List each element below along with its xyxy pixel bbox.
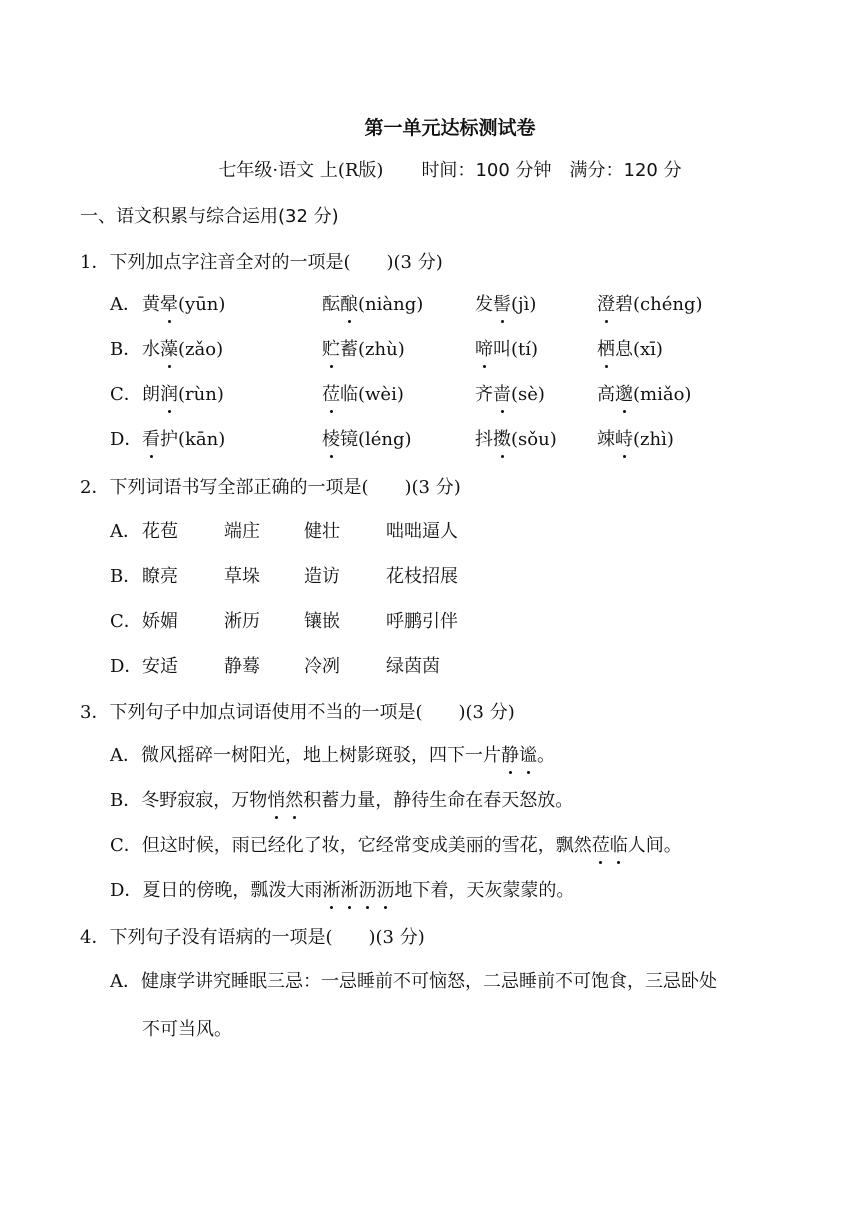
word-item: 静蓦	[224, 656, 260, 677]
dotted-character: 看	[142, 427, 160, 453]
word-item: 造访	[304, 566, 340, 587]
pinyin-item: 酝酿(niàng)	[322, 292, 423, 318]
dotted-phrase: 静谧	[501, 745, 537, 766]
word-item: 健壮	[304, 521, 340, 542]
option-letter: A．	[110, 521, 141, 542]
option-letter: B．	[110, 790, 142, 811]
dotted-character: 晕	[160, 292, 178, 318]
word-item: 娇媚	[142, 611, 178, 632]
page-title: 第一单元达标测试卷	[364, 117, 536, 139]
option-letter: A．	[110, 294, 141, 315]
question-3-option-a	[110, 743, 555, 769]
option-letter: D．	[110, 429, 143, 450]
dotted-character: 贮	[322, 337, 340, 363]
pinyin-item: 贮蓄(zhù)	[322, 337, 405, 363]
pinyin-item: 朗润(rùn)	[142, 382, 224, 408]
word-item: 咄咄逼人	[386, 521, 458, 542]
sentence-text: 但这时候，雨已经化了妆，它经常变成美丽的雪花，飘然	[141, 835, 592, 856]
pinyin-item: 水藻(zǎo)	[142, 337, 223, 363]
pinyin-item: 竦峙(zhì)	[597, 427, 674, 453]
sentence-text: 夏日的傍晚，瓢泼大雨	[142, 880, 323, 901]
grade-subject: 七年级·语文 上(R版)	[218, 160, 384, 181]
word-item: 花枝招展	[386, 566, 458, 587]
word-item: 镶嵌	[304, 611, 340, 632]
option-text: 健康学讲究睡眠三忌：一忌睡前不可恼怒，二忌睡前不可饱食，三忌卧处	[141, 971, 717, 992]
word-item: 绿茵茵	[386, 656, 440, 677]
word-item: 安适	[142, 656, 178, 677]
pinyin-item: 黄晕(yūn)	[142, 292, 225, 318]
question-3-option-b	[110, 788, 573, 814]
score-label: 满分：	[569, 160, 624, 181]
dotted-character: 润	[160, 382, 178, 408]
word-item: 端庄	[224, 521, 260, 542]
word-item: 冷冽	[304, 656, 340, 677]
sentence-text: 冬野寂寂，万物	[141, 790, 268, 811]
pinyin-item: 莅临(wèi)	[322, 382, 404, 408]
dotted-phrase: 淅淅沥沥	[322, 880, 394, 901]
question-1-stem: 1．下列加点字注音全对的一项是( )(3 分)	[80, 252, 443, 273]
sentence-text: 微风摇碎一树阳光，地上树影斑驳，四下一片	[141, 745, 501, 766]
pinyin-item: 抖擞(sǒu)	[475, 427, 557, 453]
sentence-text: 。	[537, 745, 555, 766]
section-heading: 一、语文积累与综合运用(32 分)	[80, 206, 339, 227]
score-value: 120 分	[623, 160, 682, 181]
pinyin-item: 高邈(miǎo)	[597, 382, 691, 408]
dotted-character: 髻	[493, 292, 511, 318]
sentence-text: 人间。	[627, 835, 682, 856]
pinyin-item: 澄碧(chéng)	[597, 292, 703, 318]
option-letter: D．	[110, 880, 143, 901]
word-item: 花苞	[142, 521, 178, 542]
question-3-stem: 3．下列句子中加点词语使用不当的一项是( )(3 分)	[80, 702, 515, 723]
pinyin-item: 齐啬(sè)	[475, 382, 545, 408]
option-letter: A．	[110, 971, 141, 992]
pinyin-item: 栖息(xī)	[597, 337, 663, 363]
dotted-character: 酿	[340, 292, 358, 318]
option-letter: C．	[110, 835, 142, 856]
dotted-character: 莅	[322, 382, 340, 408]
option-letter: D．	[110, 656, 143, 677]
dotted-character: 澄	[597, 292, 615, 318]
time-value: 100 分钟	[475, 160, 552, 181]
exam-info	[0, 158, 860, 184]
dotted-character: 啬	[493, 382, 511, 408]
dotted-character: 邈	[615, 382, 633, 408]
dotted-character: 峙	[615, 427, 633, 453]
dotted-character: 棱	[322, 427, 340, 453]
word-item: 淅历	[224, 611, 260, 632]
question-4-stem: 4．下列句子没有语病的一项是( )(3 分)	[80, 927, 425, 948]
dotted-character: 藻	[160, 337, 178, 363]
question-3-option-d	[110, 878, 574, 904]
dotted-character: 啼	[475, 337, 493, 363]
question-4-option-a	[110, 958, 800, 1054]
option-letter: B．	[110, 566, 142, 587]
word-item: 瞭亮	[142, 566, 178, 587]
option-letter: C．	[110, 611, 142, 632]
pinyin-item: 看护(kān)	[142, 427, 225, 453]
sentence-text: 地下着，天灰蒙蒙的。	[394, 880, 575, 901]
dotted-phrase: 莅临	[592, 835, 628, 856]
pinyin-item: 发髻(jì)	[475, 292, 536, 318]
option-letter: C．	[110, 384, 142, 405]
word-item: 呼鹏引伴	[386, 611, 458, 632]
sentence-text: 积蓄力量，静待生命在春天怒放。	[303, 790, 574, 811]
word-item: 草垛	[224, 566, 260, 587]
time-label: 时间：	[421, 160, 476, 181]
option-letter: B．	[110, 339, 142, 360]
question-3-option-c	[110, 833, 682, 859]
dotted-phrase: 悄然	[267, 790, 303, 811]
pinyin-item: 啼叫(tí)	[475, 337, 538, 363]
dotted-character: 栖	[597, 337, 615, 363]
option-letter: A．	[110, 745, 141, 766]
dotted-character: 擞	[493, 427, 511, 453]
option-text-continued: 不可当风。	[142, 1019, 232, 1040]
pinyin-item: 棱镜(léng)	[322, 427, 412, 453]
question-2-stem: 2．下列词语书写全部正确的一项是( )(3 分)	[80, 477, 461, 498]
